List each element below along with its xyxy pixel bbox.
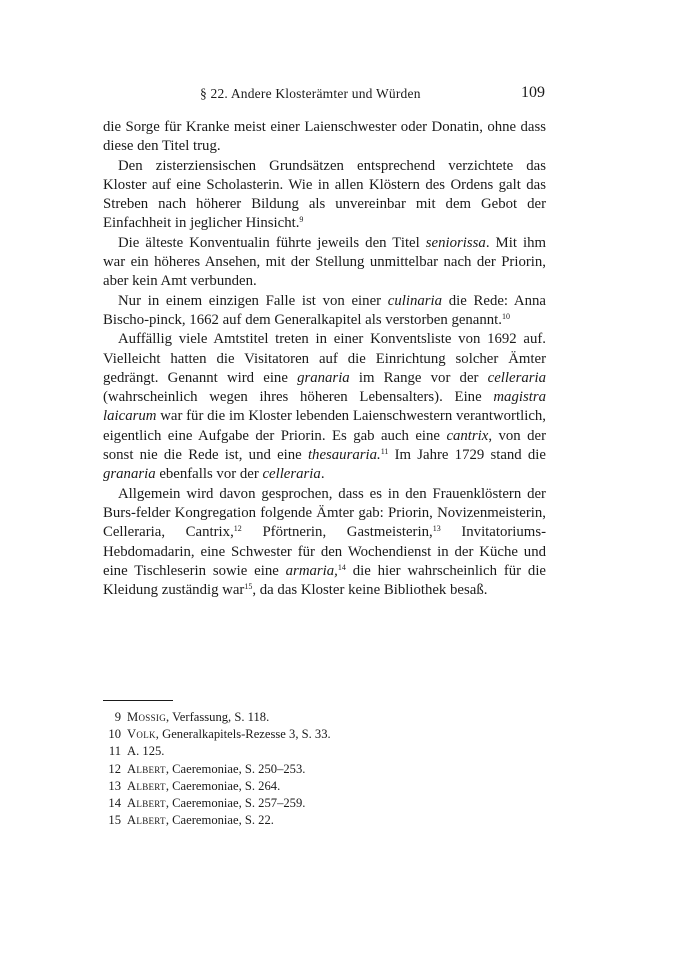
footnote-ref[interactable]: 11 bbox=[380, 447, 389, 457]
footnotes bbox=[103, 709, 546, 829]
text-run: Den zisterziensischen Grundsätzen entsprechend verzichtete das Kloster auf eine Scholasterin. Wie in allen Klöstern des Ordens galt das Streben nach höherer Bildung als unvereinbar mit dem Gebot der Einfachheit in jeglicher Hinsicht. bbox=[103, 157, 546, 232]
footnote-author: Albert bbox=[127, 796, 166, 811]
text-run: die hier wahrscheinlich für die Kleidung zuständig war bbox=[103, 562, 546, 599]
latin-term: magistra laicarum bbox=[103, 389, 546, 425]
text-run: Allgemein wird davon gesprochen, dass es in den Frauenklöstern der Burs-felder Kongregation folgende Ämter gab: Priorin, Novizenmeisterin, Celleraria, Cantrix, bbox=[103, 485, 546, 541]
footnote-ref[interactable]: 13 bbox=[432, 524, 441, 534]
footnote-text bbox=[127, 743, 164, 760]
latin-term: cantrix bbox=[446, 427, 489, 444]
footnote-number: 11 bbox=[108, 744, 121, 759]
footnote-ref[interactable]: 12 bbox=[233, 524, 242, 534]
footnote-citation: , Generalkapitels-Rezesse 3, S. 33. bbox=[155, 727, 331, 742]
text-run: Die älteste Konventualin führte jeweils den Titel bbox=[118, 234, 426, 251]
footnote-citation: , Verfassung, S. 118. bbox=[166, 710, 270, 724]
text-run: war für die im Kloster lebenden Laienschwestern verantwortlich, eigentlich eine Aufgabe der Priorin. Es gab auch eine bbox=[103, 408, 546, 444]
footnote-number: 14 bbox=[108, 796, 121, 811]
body-text bbox=[103, 118, 546, 600]
latin-term: seniorissa bbox=[425, 234, 486, 251]
footnote-citation: , Caeremoniae, S. 22. bbox=[165, 813, 274, 828]
text-run: Im Jahre 1729 stand die bbox=[388, 447, 546, 464]
latin-term: thesauraria. bbox=[307, 447, 381, 464]
footnote-author: Albert bbox=[127, 778, 166, 793]
footnote-author: Mossig bbox=[127, 710, 167, 724]
footnote bbox=[103, 812, 546, 829]
footnote-number: 12 bbox=[108, 761, 121, 776]
text-run: . bbox=[320, 466, 325, 483]
footnote bbox=[103, 726, 546, 743]
footnote-ref[interactable]: 10 bbox=[501, 311, 510, 321]
page-number: 109 bbox=[521, 84, 545, 101]
footnote-divider bbox=[103, 700, 173, 701]
footnote-ref[interactable]: 9 bbox=[299, 215, 304, 225]
footnote-citation: , Caeremoniae, S. 250–253. bbox=[165, 761, 306, 776]
footnote-text bbox=[127, 726, 331, 743]
footnote bbox=[103, 709, 546, 726]
paragraph bbox=[103, 157, 546, 234]
text-run: Nur in einem einzigen Falle ist von einer bbox=[118, 292, 388, 309]
text-run: Auffällig viele Amtstitel treten in einer Konventsliste von 1692 auf. Vielleicht hatten die Visitatoren auf die Einrichtung solcher Ämter gedrängt. Genannt wird eine bbox=[103, 331, 546, 386]
footnote bbox=[103, 795, 546, 812]
text-run: ebenfalls vor der bbox=[155, 466, 263, 483]
footnote-citation: , Caeremoniae, S. 257–259. bbox=[165, 796, 306, 811]
text-run: (wahrscheinlich wegen ihres höheren Lebensalters). Eine bbox=[103, 389, 494, 406]
footnote-number: 10 bbox=[108, 727, 121, 742]
text-run: die Sorge für Kranke meist einer Laienschwester oder Donatin, ohne dass diese den Titel trug. bbox=[103, 119, 546, 155]
footnote-author: Volk bbox=[127, 727, 156, 742]
text-run: . Mit ihm war ein höheres Ansehen, mit der Stellung unmittelbar nach der Priorin, aber kein Amt verbunden. bbox=[103, 234, 546, 290]
footnote-text bbox=[127, 761, 305, 778]
footnote-citation: A. 125. bbox=[127, 744, 165, 759]
footnote bbox=[103, 743, 546, 760]
footnote-text bbox=[127, 795, 305, 812]
footnote-number: 15 bbox=[108, 813, 121, 828]
paragraph bbox=[103, 485, 546, 601]
paragraph bbox=[103, 330, 546, 484]
footnote-number: 13 bbox=[108, 778, 121, 793]
footnote-ref[interactable]: 15 bbox=[244, 582, 253, 592]
latin-term: granaria bbox=[297, 369, 350, 386]
latin-term: culinaria bbox=[387, 292, 443, 309]
paragraph bbox=[103, 118, 546, 157]
latin-term: celleraria bbox=[262, 466, 321, 483]
footnote bbox=[103, 761, 546, 778]
footnote-text bbox=[127, 709, 269, 726]
footnote-author: Albert bbox=[127, 761, 166, 776]
text-run: , von der sonst nie die Rede ist, und eine bbox=[103, 427, 547, 464]
footnote-number: 9 bbox=[114, 710, 121, 724]
running-head: § 22. Andere Klosterämter und Würden bbox=[200, 86, 421, 101]
footnote-ref[interactable]: 14 bbox=[337, 562, 346, 572]
footnote bbox=[103, 778, 546, 795]
text-run: die Rede: Anna Bischo-pinck, 1662 auf dem Generalkapitel als verstorben genannt. bbox=[103, 292, 546, 328]
latin-term: armaria, bbox=[285, 562, 338, 579]
latin-term: granaria bbox=[103, 466, 156, 483]
text-run: , da das Kloster keine Bibliothek besaß. bbox=[252, 582, 488, 599]
text-run: im Range vor der bbox=[349, 369, 488, 386]
footnote-citation: , Caeremoniae, S. 264. bbox=[165, 778, 281, 793]
latin-term: celleraria bbox=[487, 369, 546, 386]
footnote-text bbox=[127, 812, 274, 829]
footnote-author: Albert bbox=[127, 813, 166, 828]
text-run: Pförtnerin, Gastmeisterin, bbox=[241, 524, 433, 541]
text-run: Invitatoriums-Hebdomadarin, eine Schwester für den Wochendienst in der Küche und eine Tischleserin sowie eine bbox=[103, 524, 547, 579]
footnote-text bbox=[127, 778, 280, 795]
paragraph bbox=[103, 292, 546, 331]
paragraph bbox=[103, 234, 546, 292]
